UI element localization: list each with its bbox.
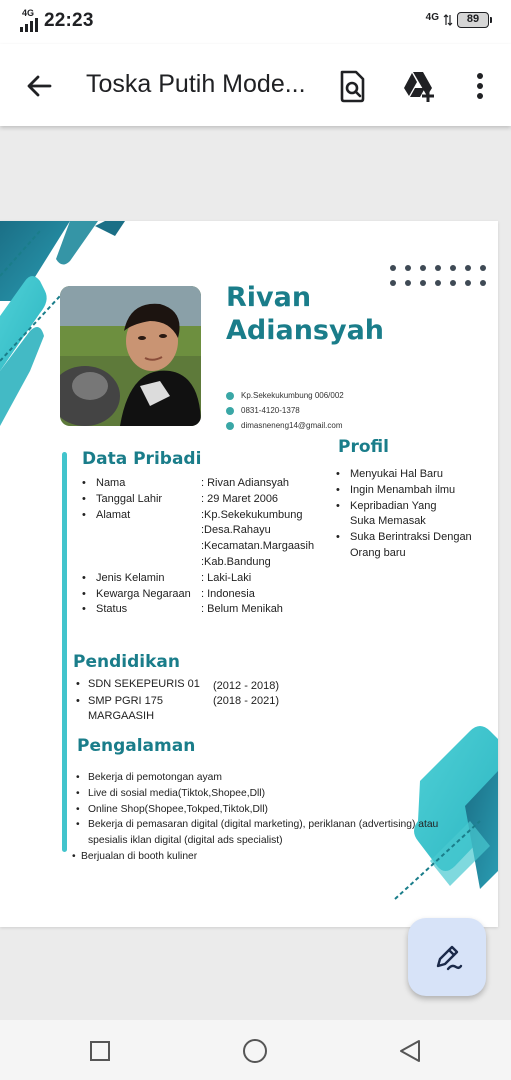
info-value: :Desa.Rahayu	[201, 524, 271, 537]
more-vert-icon	[460, 66, 500, 106]
name-first: Rivan	[226, 282, 312, 313]
network-type-right: 4G	[425, 11, 439, 23]
info-row-nama: • Nama : Rivan Adiansyah	[82, 476, 314, 492]
status-bar	[0, 0, 511, 44]
edit-fab-button[interactable]	[408, 918, 486, 996]
contact-list	[226, 389, 344, 434]
list-item: • Bekerja di pemotongan ayam	[76, 772, 222, 783]
heading-data-pribadi: Data Pribadi	[82, 449, 202, 469]
info-label: Alamat	[96, 508, 131, 521]
info-value: : 29 Maret 2006	[201, 492, 279, 505]
resume-name	[226, 281, 384, 347]
info-label: Nama	[96, 477, 126, 489]
list-item: • Bekerja di pemasaran digital (digital marketing), periklanan (advertising) atau spesialis iklan digital (digital ads specialist)	[76, 819, 439, 847]
contact-address-text: Kp.Sekekukumbung 006/002	[241, 391, 344, 400]
system-nav-bar	[0, 1020, 511, 1080]
data-arrows-icon	[443, 14, 453, 26]
contact-email	[226, 419, 344, 432]
name-last: Adiansyah	[226, 315, 385, 346]
list-item: • Berjualan di booth kuliner	[72, 850, 198, 862]
document-title: Toska Putih Mode...	[86, 70, 306, 98]
edit-pen-icon	[430, 940, 464, 974]
profile-list	[336, 467, 490, 562]
education-list	[76, 677, 279, 724]
info-row-kewarga-negaraan: • Kewarga Negaraan : Indonesia	[82, 587, 314, 603]
system-back-button[interactable]	[395, 1036, 425, 1066]
contact-phone-text: 0831-4120-1378	[241, 406, 300, 415]
accent-bar	[62, 452, 67, 852]
heading-pengalaman: Pengalaman	[77, 736, 196, 756]
back-button[interactable]	[22, 68, 58, 104]
list-item: • Menyukai Hal Baru	[336, 468, 443, 480]
add-to-drive-icon	[398, 66, 438, 106]
battery-indicator: 89	[457, 12, 489, 28]
signal-icon	[20, 10, 44, 32]
info-row-alamat: • Alamat :Kp.Sekekukumbung :Desa.Rahayu :Kecamatan.Margaasih :Kab.Bandung	[82, 508, 314, 571]
add-to-drive-button[interactable]	[398, 66, 438, 106]
contact-email-text: dimasneneng14@gmail.com	[241, 421, 343, 430]
info-label: Jenis Kelamin	[96, 571, 165, 584]
list-item: • SMP PGRI 175 MARGAASIH (2018 - 2021)	[76, 695, 280, 722]
network-type-left: 4G	[22, 8, 35, 18]
info-label: Kewarga Negaraan	[96, 587, 191, 600]
info-value: : Laki-Laki	[201, 571, 252, 584]
school-years: (2018 - 2021)	[213, 695, 280, 707]
info-row-jenis-kelamin: • Jenis Kelamin : Laki-Laki	[82, 571, 314, 587]
app-bar	[0, 44, 511, 126]
info-row-status: • Status : Belum Menikah	[82, 602, 314, 618]
list-item: • Suka Berintraksi Dengan Orang baru	[336, 531, 472, 559]
info-row-tanggal-lahir: • Tanggal Lahir : 29 Maret 2006	[82, 492, 314, 508]
info-value: : Rivan Adiansyah	[201, 477, 290, 489]
school-name: SMP PGRI 175 MARGAASIH	[88, 695, 163, 722]
personal-data-list	[82, 476, 314, 618]
profile-photo-image	[60, 286, 201, 426]
heading-profil: Profil	[338, 437, 389, 457]
experience-list	[72, 770, 456, 865]
profile-photo	[60, 286, 201, 426]
info-label: Tanggal Lahir	[96, 492, 163, 505]
document-page[interactable]	[0, 221, 498, 927]
clock: 22:23	[44, 10, 94, 31]
info-value: : Indonesia	[201, 587, 255, 600]
school-years: (2012 - 2018)	[213, 680, 280, 692]
list-item: • Live di sosial media(Tiktok,Shopee,Dll)	[76, 787, 266, 799]
find-in-page-icon	[332, 66, 372, 106]
phone-icon	[226, 407, 234, 415]
email-icon	[226, 422, 234, 430]
contact-address	[226, 389, 344, 402]
info-value: :Kecamatan.Margaasih	[201, 540, 315, 553]
back-triangle-icon	[395, 1036, 425, 1066]
find-in-page-button[interactable]	[332, 66, 372, 106]
heading-pendidikan: Pendidikan	[73, 652, 180, 672]
info-value: :Kab.Bandung	[201, 555, 271, 568]
list-item: • Ingin Menambah ilmu	[336, 483, 456, 496]
status-left	[20, 10, 94, 32]
contact-phone	[226, 404, 344, 417]
info-label: Status	[96, 603, 128, 616]
home-circle-icon	[240, 1036, 270, 1066]
recents-square-icon	[85, 1036, 115, 1066]
more-options-button[interactable]	[460, 66, 500, 106]
info-value: :Kp.Sekekukumbung	[201, 508, 303, 521]
recents-button[interactable]	[85, 1036, 115, 1066]
info-value: : Belum Menikah	[201, 603, 283, 616]
home-button[interactable]	[240, 1036, 270, 1066]
back-arrow-icon	[22, 68, 58, 104]
list-item: • Kepribadian Yang Suka Memasak	[336, 499, 437, 528]
status-right	[426, 12, 489, 28]
location-icon	[226, 392, 234, 400]
list-item: • Online Shop(Shopee,Tokped,Tiktok,Dll)	[76, 803, 268, 815]
list-item: • SDN SEKEPEURIS 01 (2012 - 2018)	[76, 678, 280, 692]
school-name: SDN SEKEPEURIS 01	[88, 678, 200, 690]
